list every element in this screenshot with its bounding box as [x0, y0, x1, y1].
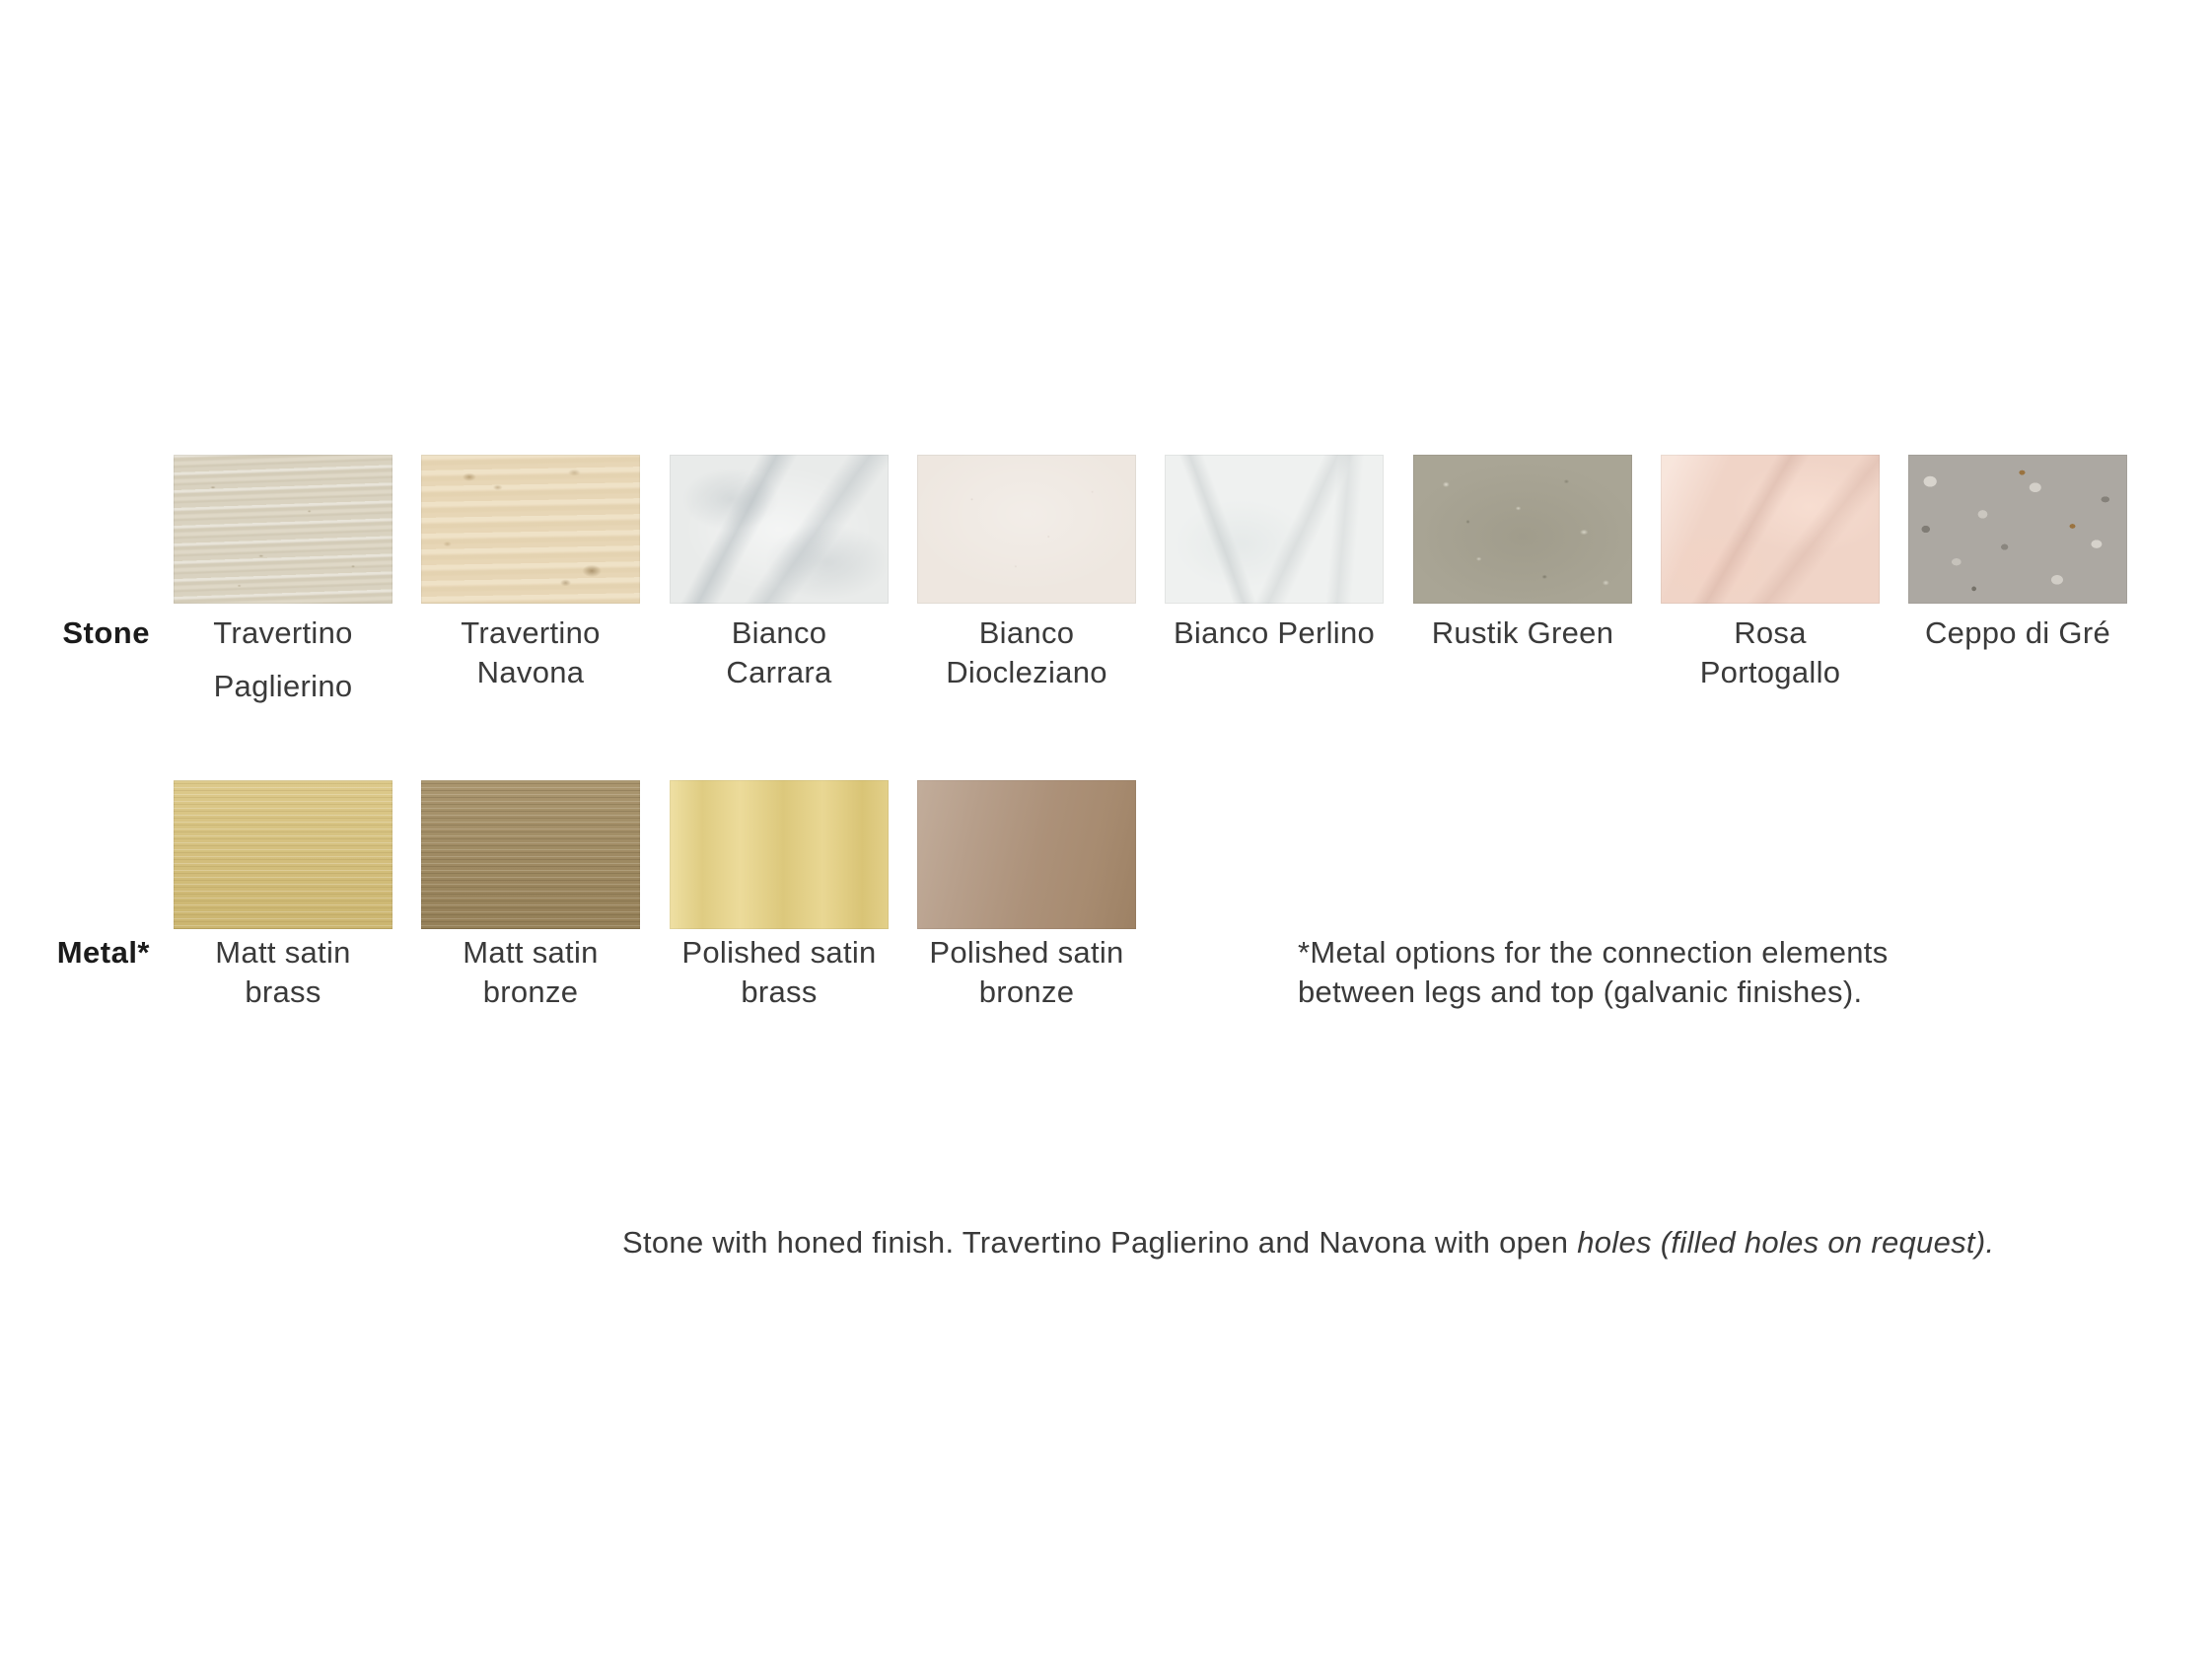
footnote-regular-text: Stone with honed finish. Travertino Paglierino and Navona with open [622, 1225, 1578, 1260]
stone-swatch-label-line: Rosa [1734, 615, 1807, 650]
stone-swatch-label-rustik-green [1398, 613, 1647, 653]
metal-column-polished-satin-brass [670, 780, 889, 1009]
stone-finish-footnote [622, 1223, 1994, 1263]
stone-column-bianco-perlino [1165, 455, 1384, 650]
stone-swatch-ceppo-di-gre [1908, 455, 2127, 604]
stone-swatch-label-travertino-paglierino [159, 613, 407, 706]
stone-column-rosa-portogallo [1661, 455, 1880, 689]
stone-column-bianco-carrara [670, 455, 889, 689]
stone-column-bianco-diocleziano [917, 455, 1136, 689]
metal-swatch-label-line: bronze [978, 974, 1075, 1009]
stone-swatch-label-travertino-navona [406, 613, 655, 692]
stone-swatch-travertino-paglierino [174, 455, 392, 604]
stone-swatch-rustik-green [1413, 455, 1632, 604]
stone-swatch-label-rosa-portogallo [1646, 613, 1894, 692]
stone-swatch-label-line: Portogallo [1699, 655, 1841, 689]
metal-swatch-label-matt-satin-brass [159, 933, 407, 1012]
stone-swatch-label-line: Travertino [461, 615, 601, 650]
stone-swatch-label-line: Bianco [731, 615, 827, 650]
stone-swatch-label-bianco-carrara [655, 613, 903, 692]
footnote-italic-text: holes (filled holes on request). [1577, 1225, 1995, 1260]
metal-swatch-label-matt-satin-bronze [406, 933, 655, 1012]
metal-note-line-2: between legs and top (galvanic finishes). [1298, 974, 1863, 1009]
stone-row-label: Stone [62, 615, 150, 650]
metal-swatch-matt-satin-brass [174, 780, 392, 929]
stone-swatch-label-line: Rustik Green [1431, 615, 1614, 650]
stone-swatch-label-bianco-perlino [1150, 613, 1398, 653]
stone-column-ceppo-di-gre [1908, 455, 2127, 650]
metal-options-note [1298, 933, 1889, 1012]
metal-swatch-polished-satin-brass [670, 780, 889, 929]
metal-swatch-matt-satin-bronze [421, 780, 640, 929]
metal-swatch-label-polished-satin-bronze [902, 933, 1151, 1012]
metal-swatch-label-polished-satin-brass [655, 933, 903, 1012]
metal-swatch-label-line: brass [245, 974, 321, 1009]
stone-swatch-label-ceppo-di-gre [1893, 613, 2142, 653]
stone-swatch-label-line: Travertino [213, 615, 353, 650]
stone-swatch-label-line: Navona [476, 655, 585, 689]
metal-swatch-label-line: Polished satin [929, 935, 1124, 970]
metal-swatch-polished-satin-bronze [917, 780, 1136, 929]
stone-swatch-bianco-perlino [1165, 455, 1384, 604]
stone-column-travertino-navona [421, 455, 640, 689]
stone-swatch-label-line: Paglierino [213, 669, 353, 703]
metal-swatch-label-line: Matt satin [215, 935, 351, 970]
stone-swatch-label-line: Ceppo di Gré [1925, 615, 2110, 650]
metal-column-matt-satin-brass [174, 780, 392, 1009]
metal-row-label: Metal* [56, 935, 150, 970]
stone-swatch-label-line: Bianco [978, 615, 1075, 650]
metal-column-matt-satin-bronze [421, 780, 640, 1009]
metal-column-polished-satin-bronze [917, 780, 1136, 1009]
stone-swatch-label-line: Carrara [726, 655, 832, 689]
metal-swatch-label-line: Polished satin [681, 935, 877, 970]
stone-swatch-travertino-navona [421, 455, 640, 604]
stone-swatch-label-bianco-diocleziano [902, 613, 1151, 692]
stone-column-rustik-green [1413, 455, 1632, 650]
stone-swatch-rosa-portogallo [1661, 455, 1880, 604]
stone-swatch-label-line: Bianco Perlino [1173, 615, 1376, 650]
metal-note-line-1: *Metal options for the connection elements [1298, 935, 1889, 970]
metal-swatch-label-line: brass [741, 974, 818, 1009]
stone-column-travertino-paglierino [174, 455, 392, 703]
stone-swatch-bianco-diocleziano [917, 455, 1136, 604]
stone-swatch-bianco-carrara [670, 455, 889, 604]
metal-swatch-label-line: Matt satin [463, 935, 599, 970]
metal-swatch-label-line: bronze [482, 974, 579, 1009]
stone-swatch-label-line: Diocleziano [946, 655, 1107, 689]
